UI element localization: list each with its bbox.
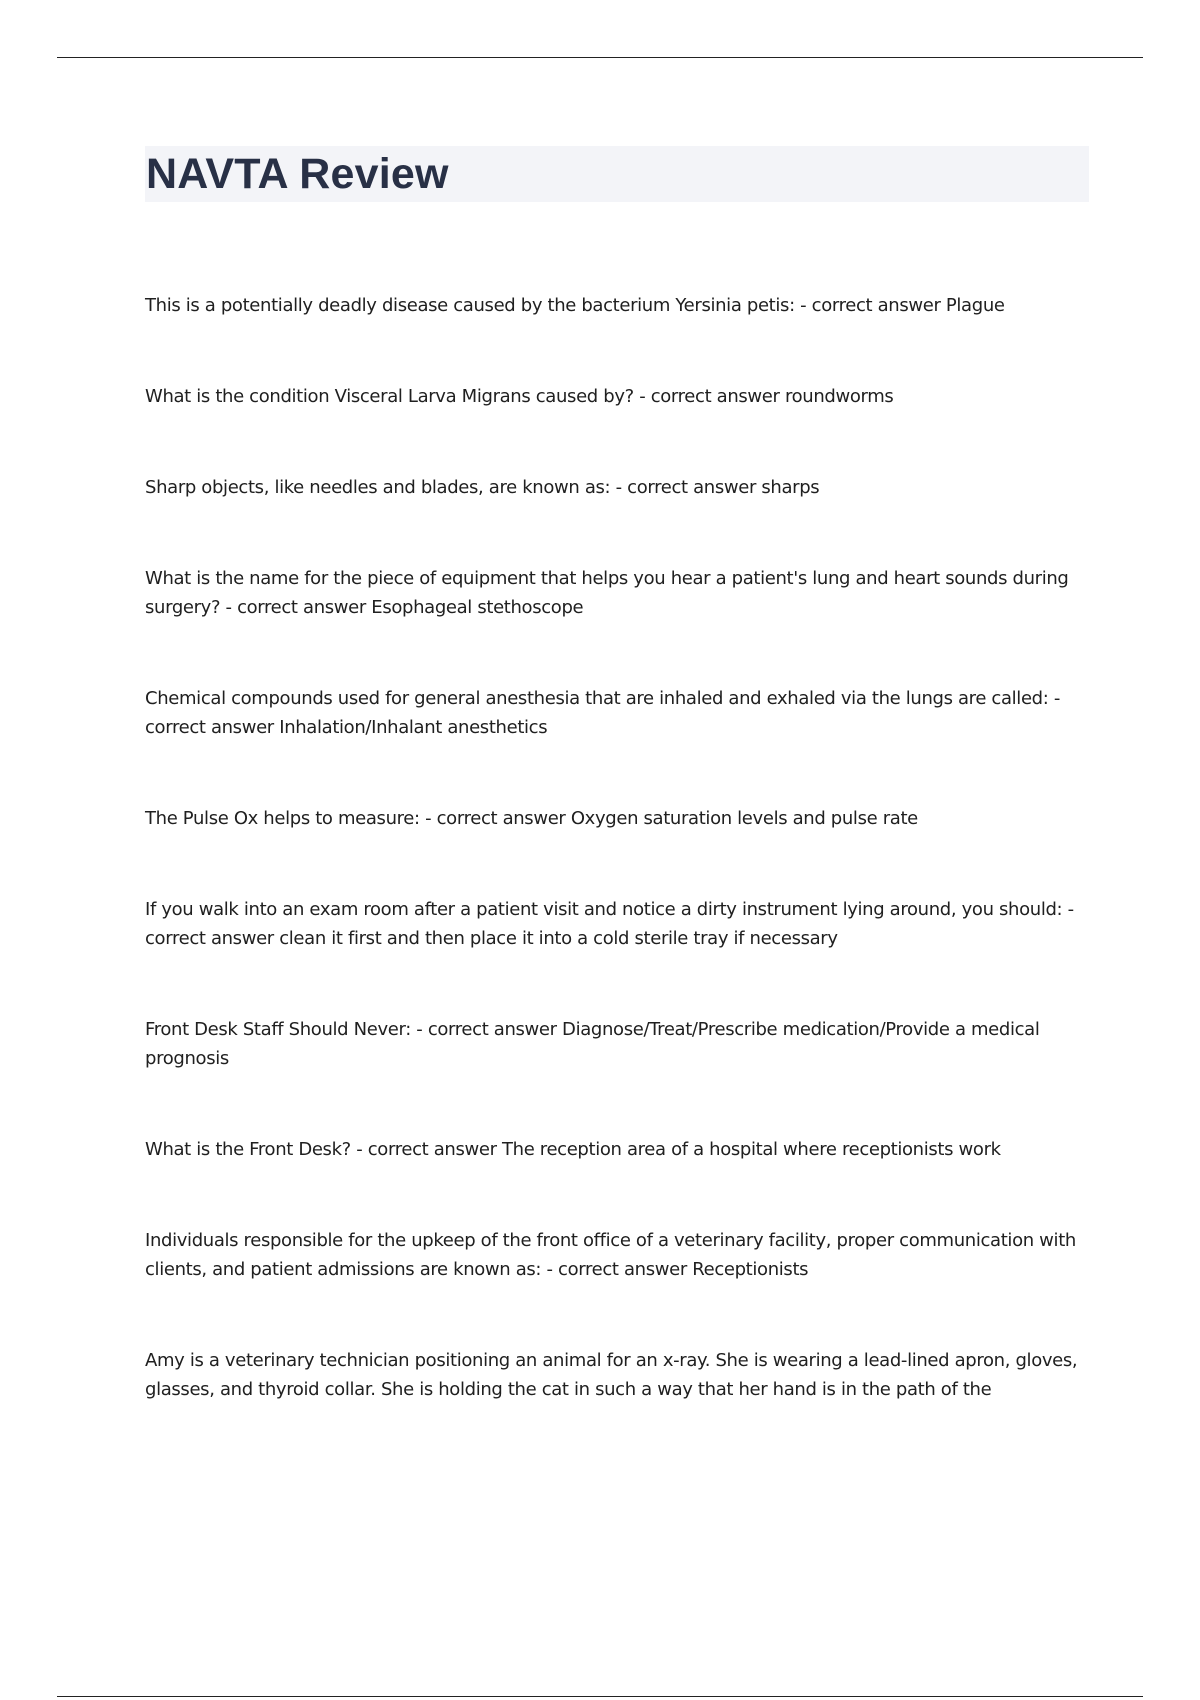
qa-item: Front Desk Staff Should Never: - correct answer Diagnose/Treat/Prescribe medication/Provide a medical prognosis xyxy=(145,1019,1040,1069)
footer-rule xyxy=(57,1696,1143,1697)
qa-item: If you walk into an exam room after a patient visit and notice a dirty instrument lying around, you should: - correct answer clean it first and then place it into a cold sterile tray if necessary xyxy=(145,899,1074,949)
qa-item: The Pulse Ox helps to measure: - correct answer Oxygen saturation levels and pulse rate xyxy=(145,808,918,829)
qa-item: What is the Front Desk? - correct answer The reception area of a hospital where receptionists work xyxy=(145,1139,1001,1160)
qa-item: This is a potentially deadly disease caused by the bacterium Yersinia petis: - correct answer Plague xyxy=(145,295,1005,316)
header-rule xyxy=(57,57,1143,58)
qa-item: What is the name for the piece of equipment that helps you hear a patient's lung and heart sounds during surgery? - correct answer Esophageal stethoscope xyxy=(145,568,1069,618)
qa-item: Sharp objects, like needles and blades, are known as: - correct answer sharps xyxy=(145,477,820,498)
qa-item: Amy is a veterinary technician positioning an animal for an x-ray. She is wearing a lead-lined apron, gloves, glasses, and thyroid collar. She is holding the cat in such a way that her hand is in the path of the xyxy=(145,1350,1078,1400)
qa-item: What is the condition Visceral Larva Migrans caused by? - correct answer roundworms xyxy=(145,386,894,407)
qa-item: Chemical compounds used for general anesthesia that are inhaled and exhaled via the lungs are called: - correct answer Inhalation/Inhalant anesthetics xyxy=(145,688,1060,738)
qa-item: Individuals responsible for the upkeep of the front office of a veterinary facility, proper communication with clients, and patient admissions are known as: - correct answer Receptionists xyxy=(145,1230,1076,1280)
qa-list xyxy=(145,291,1085,1466)
page-title: NAVTA Review xyxy=(146,150,449,198)
